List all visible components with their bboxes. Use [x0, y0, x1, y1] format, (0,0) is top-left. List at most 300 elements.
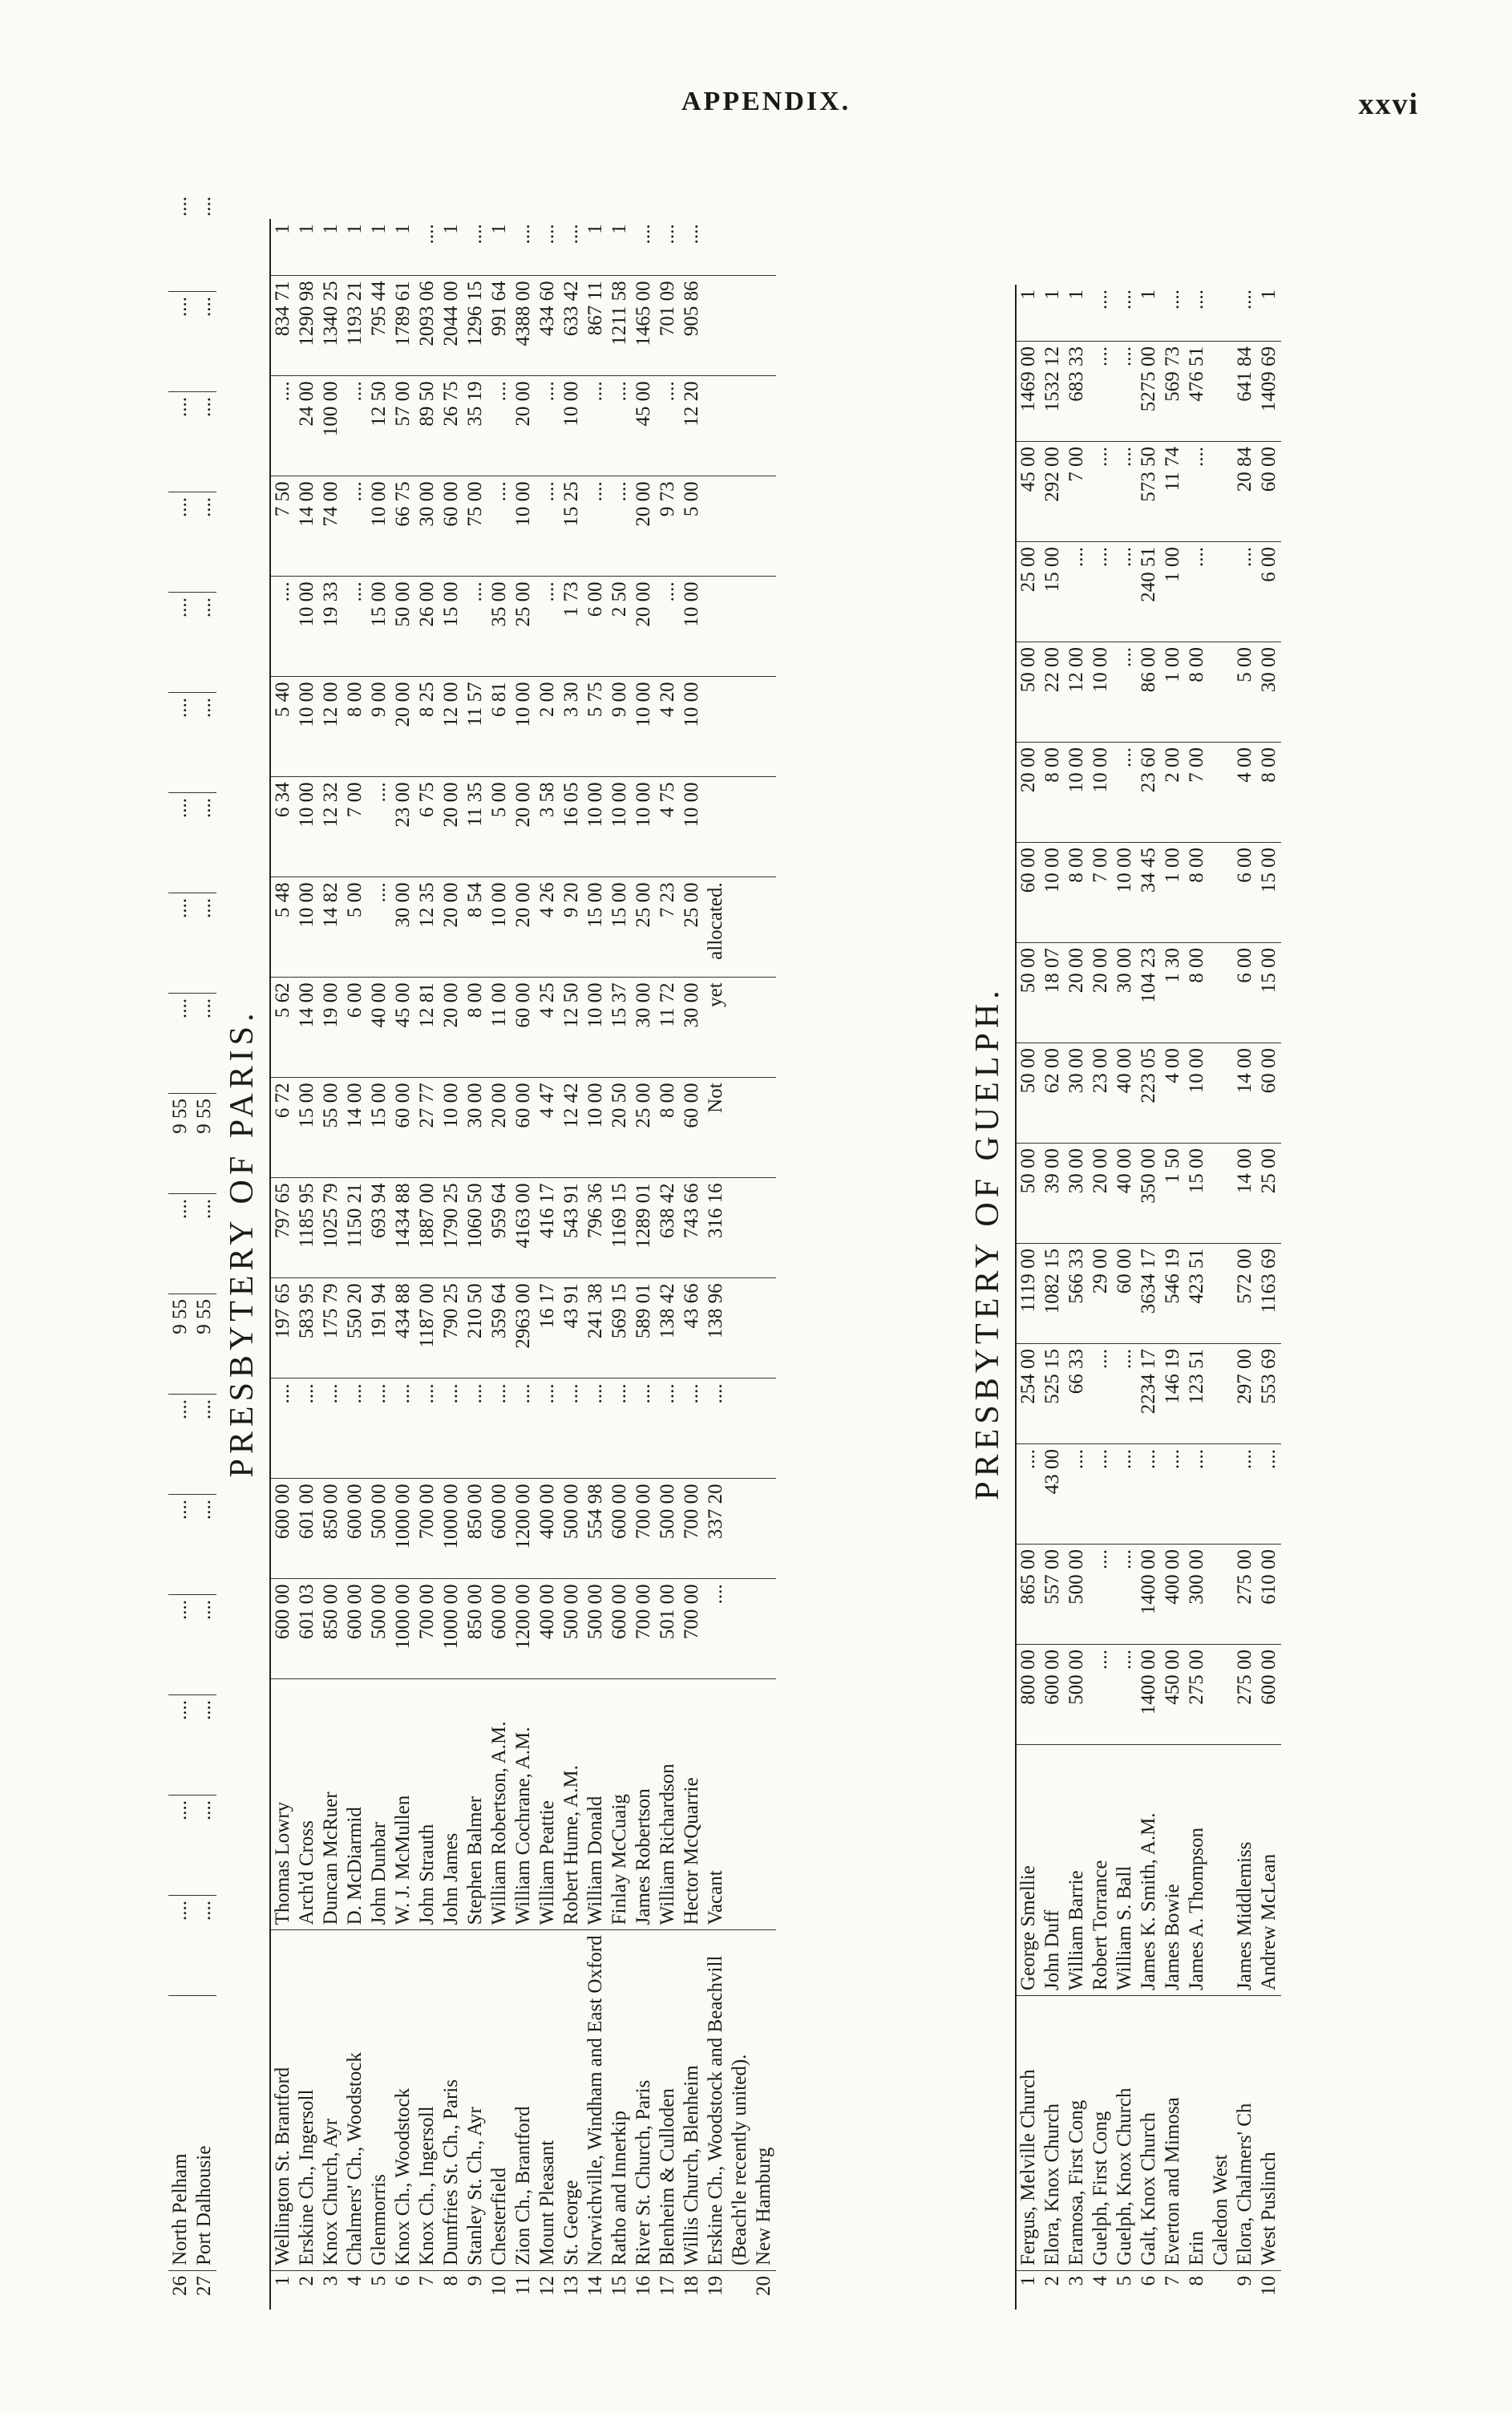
value-cell: 1082 15 [1041, 1244, 1065, 1344]
value-cell: 790 25 [439, 1278, 463, 1379]
value-cell: .... [584, 376, 608, 476]
value-cell: 300 00 [1185, 1545, 1209, 1645]
table-row [295, 219, 319, 2310]
value-cell: 600 00 [270, 1579, 295, 1679]
value-cell: 275 00 [1185, 1645, 1209, 1745]
value-cell: 34 45 [1137, 843, 1161, 943]
value-cell: .... [295, 1379, 319, 1479]
row-number: 2 [295, 2271, 319, 2310]
value-cell: 10 00 [584, 777, 608, 877]
value-cell: 1150 21 [343, 1178, 367, 1278]
congregation-name: Zion Ch., Brantford [511, 1930, 536, 2271]
value-cell: .... [367, 1379, 391, 1479]
value-cell: 25 00 [1257, 1144, 1281, 1244]
value-cell: .... [704, 1379, 728, 1479]
value-cell [1209, 843, 1233, 943]
minister-name: William Richardson [656, 1679, 680, 1930]
value-cell: .... [1113, 1645, 1137, 1745]
value-cell: .... [487, 1379, 511, 1479]
value-cell: 1789 61 [391, 276, 415, 376]
value-cell: 60 00 [1113, 1244, 1137, 1344]
value-cell: 29 00 [1089, 1244, 1113, 1344]
value-cell: 40 00 [1113, 1144, 1137, 1244]
value-cell [728, 1479, 752, 1579]
value-cell: 30 00 [415, 476, 439, 577]
row-number: 3 [319, 2271, 343, 2310]
value-cell: .... [192, 1495, 216, 1595]
value-cell: .... [657, 224, 678, 245]
value-cell [728, 1379, 752, 1479]
value-cell: .... [1113, 1344, 1137, 1444]
value-cell: .... [632, 1379, 656, 1479]
value-cell [1209, 642, 1233, 743]
value-cell: 6 00 [343, 978, 367, 1078]
value-cell: 1060 50 [463, 1178, 487, 1278]
value-cell: .... [584, 1379, 608, 1479]
value-cell: 138 42 [656, 1278, 680, 1379]
value-cell: 8 00 [1185, 943, 1209, 1043]
value-cell: .... [1016, 1444, 1041, 1545]
row-number: 11 [511, 2271, 536, 2310]
value-cell: 11 35 [463, 777, 487, 877]
value-cell: 569 73 [1161, 342, 1185, 442]
value-cell: 45 00 [632, 376, 656, 476]
value-cell: 991 64 [487, 276, 511, 376]
row-number: 6 [1137, 2271, 1161, 2310]
value-cell: .... [1114, 289, 1135, 310]
congregation-name: River St. Church, Paris [632, 1930, 656, 2271]
value-cell: 1169 15 [608, 1178, 632, 1278]
value-cell: 601 03 [295, 1579, 319, 1679]
value-cell: 275 00 [1233, 1545, 1257, 1645]
value-cell: 30 00 [632, 978, 656, 1078]
value-cell: .... [560, 1379, 584, 1479]
minister-name: W. J. McMullen [391, 1679, 415, 1930]
value-cell: 1289 01 [632, 1178, 656, 1278]
value-cell: .... [584, 476, 608, 577]
value-cell: 400 00 [536, 1479, 560, 1579]
value-cell: 500 00 [1065, 1545, 1089, 1645]
value-cell: 337 20 [704, 1479, 728, 1579]
table-row [536, 219, 560, 2310]
congregation-name: Knox Church, Ayr [319, 1930, 343, 2271]
value-cell [704, 577, 728, 677]
paris-table [269, 219, 776, 2310]
value-cell: 62 00 [1041, 1043, 1065, 1144]
value-cell: allocated. [704, 877, 728, 978]
value-cell: 15 00 [367, 577, 391, 677]
value-cell: 7 00 [343, 777, 367, 877]
value-cell: 5 75 [584, 677, 608, 777]
value-cell: 1 [392, 224, 414, 234]
value-cell: 1340 25 [319, 276, 343, 376]
value-cell: 797 65 [270, 1178, 295, 1278]
value-cell: 191 94 [367, 1278, 391, 1379]
value-cell: .... [1089, 442, 1113, 542]
value-cell: 600 00 [1041, 1645, 1065, 1745]
value-cell: .... [1089, 542, 1113, 642]
value-cell: .... [536, 1379, 560, 1479]
value-cell: 12 50 [367, 376, 391, 476]
value-cell: 100 00 [319, 376, 343, 476]
minister-name: Arch'd Cross [295, 1679, 319, 1930]
value-cell: 40 00 [1113, 1043, 1137, 1144]
value-cell [752, 376, 776, 476]
value-cell: 16 05 [560, 777, 584, 877]
congregation-name: Stanley St. Ch., Ayr [463, 1930, 487, 2271]
value-cell: 1290 98 [295, 276, 319, 376]
table-row [584, 219, 608, 2310]
value-cell: 50 00 [1016, 1043, 1041, 1144]
value-cell: 10 00 [632, 777, 656, 877]
value-cell: 1119 00 [1016, 1244, 1041, 1344]
value-cell: 60 00 [511, 978, 536, 1078]
value-cell: 104 23 [1137, 943, 1161, 1043]
value-cell: 8 25 [415, 677, 439, 777]
value-cell: 30 00 [463, 1078, 487, 1178]
value-cell: 26 75 [439, 376, 463, 476]
value-cell: 1000 00 [439, 1479, 463, 1579]
value-cell: .... [1089, 1444, 1113, 1545]
value-cell: 4 00 [1233, 743, 1257, 843]
value-cell: 400 00 [1161, 1545, 1185, 1645]
value-cell: 175 79 [319, 1278, 343, 1379]
value-cell: 1 00 [1161, 642, 1185, 743]
table-row [1233, 285, 1257, 2310]
value-cell: 1 [320, 224, 342, 234]
value-cell: .... [463, 1379, 487, 1479]
value-cell: 905 86 [680, 276, 704, 376]
value-cell: .... [1089, 1545, 1113, 1645]
value-cell: 19 00 [319, 978, 343, 1078]
value-cell: .... [1113, 442, 1137, 542]
value-cell [1209, 1645, 1233, 1745]
minister-name: John James [439, 1679, 463, 1930]
value-cell: 9 55 [192, 1294, 216, 1395]
value-cell [1209, 342, 1233, 442]
minister-name: William Cochrane, A.M. [511, 1679, 536, 1930]
value-cell: 25 00 [680, 877, 704, 978]
value-cell: 500 00 [560, 1479, 584, 1579]
table-row [1185, 285, 1209, 2310]
value-cell: 1532 12 [1041, 342, 1065, 442]
value-cell: 1296 15 [463, 276, 487, 376]
value-cell [1209, 1344, 1233, 1444]
value-cell: 15 00 [439, 577, 463, 677]
congregation-name: Norwichville, Windham and East Oxford [584, 1930, 608, 2271]
row-number [1209, 2271, 1233, 2310]
value-cell: 600 00 [487, 1579, 511, 1679]
value-cell [752, 777, 776, 877]
table-row [367, 219, 391, 2310]
value-cell: 20 00 [391, 677, 415, 777]
minister-name: Robert Hume, A.M. [560, 1679, 584, 1930]
value-cell: 850 00 [463, 1479, 487, 1579]
value-cell: 74 00 [319, 476, 343, 577]
row-number: 13 [560, 2271, 584, 2310]
value-cell: 550 20 [343, 1278, 367, 1379]
congregation-name: Elora, Chalmers' Ch [1233, 1996, 1257, 2271]
value-cell: .... [1089, 1645, 1113, 1745]
value-cell: 14 00 [295, 476, 319, 577]
minister-name: William Barrie [1065, 1745, 1089, 1996]
value-cell: 9 55 [168, 1294, 192, 1395]
value-cell: 25 00 [632, 877, 656, 978]
value-cell: 683 33 [1065, 342, 1089, 442]
value-cell: .... [168, 893, 192, 994]
value-cell: .... [536, 577, 560, 677]
value-cell: 275 00 [1233, 1645, 1257, 1745]
minister-name: William Peattie [536, 1679, 560, 1930]
value-cell: 9 55 [168, 1094, 192, 1194]
value-cell: .... [192, 492, 216, 593]
value-cell: 20 00 [439, 978, 463, 1078]
value-cell: 553 69 [1257, 1344, 1281, 1444]
congregation-name: Erskine Ch., Woodstock and Beachvill [704, 1930, 728, 2271]
value-cell [1209, 1244, 1233, 1344]
value-cell: 57 00 [391, 376, 415, 476]
value-cell: 10 00 [1041, 843, 1065, 943]
value-cell: 30 00 [680, 978, 704, 1078]
value-cell: .... [168, 492, 192, 593]
table-row [608, 219, 632, 2310]
value-cell: .... [192, 1395, 216, 1495]
value-cell: 138 96 [704, 1278, 728, 1379]
minister-name: James Robertson [632, 1679, 656, 1930]
table-row [1209, 285, 1233, 2310]
value-cell: .... [1113, 1444, 1137, 1545]
minister-name: William Donald [584, 1679, 608, 1930]
value-cell: 10 00 [487, 877, 511, 978]
minister-name: Duncan McRuer [319, 1679, 343, 1930]
table-row [752, 219, 776, 2310]
table-row [1065, 285, 1089, 2310]
value-cell: 15 00 [367, 1078, 391, 1178]
value-cell: 2 50 [608, 577, 632, 677]
value-cell: 20 00 [439, 777, 463, 877]
value-cell: 7 00 [1185, 743, 1209, 843]
value-cell: 610 00 [1257, 1545, 1281, 1645]
table-row [511, 219, 536, 2310]
value-cell: 3634 17 [1137, 1244, 1161, 1344]
value-cell [752, 1278, 776, 1379]
paris-section-title: PRESBYTERY OF PARIS. [224, 1008, 261, 1478]
value-cell: 700 00 [415, 1579, 439, 1679]
minister-name: John Duff [1041, 1745, 1065, 1996]
value-cell: 1 [296, 224, 317, 234]
value-cell: 8 00 [656, 1078, 680, 1178]
value-cell [704, 219, 728, 276]
value-cell: 50 00 [391, 577, 415, 677]
value-cell: 30 00 [391, 877, 415, 978]
value-cell: 701 09 [656, 276, 680, 376]
value-cell [752, 1178, 776, 1278]
value-cell: 45 00 [391, 978, 415, 1078]
congregation-name: Galt, Knox Church [1137, 1996, 1161, 2271]
guelph-table [1015, 285, 1281, 2310]
row-number: 7 [1161, 2271, 1185, 2310]
value-cell: 10 00 [608, 777, 632, 877]
value-cell: 600 00 [343, 1579, 367, 1679]
value-cell: .... [270, 1379, 295, 1479]
value-cell: 10 00 [295, 577, 319, 677]
value-cell [728, 777, 752, 877]
minister-name: D. McDiarmid [343, 1679, 367, 1930]
value-cell: 55 00 [319, 1078, 343, 1178]
value-cell: .... [1090, 289, 1111, 310]
minister-name [728, 1679, 752, 1930]
value-cell: 6 00 [1257, 542, 1281, 642]
row-number: 10 [487, 2271, 511, 2310]
table-row [1113, 285, 1137, 2310]
table-row [270, 219, 295, 2310]
value-cell: 1469 00 [1016, 342, 1041, 442]
value-cell: 30 00 [1113, 943, 1137, 1043]
value-cell: .... [168, 1495, 192, 1595]
value-cell: 66 33 [1065, 1344, 1089, 1444]
value-cell: .... [192, 392, 216, 492]
value-cell: 4 20 [656, 677, 680, 777]
value-cell: 554 98 [584, 1479, 608, 1579]
value-cell: 60 00 [391, 1078, 415, 1178]
value-cell: 1 [344, 224, 366, 234]
value-cell [704, 677, 728, 777]
value-cell [752, 276, 776, 376]
value-cell: 500 00 [367, 1479, 391, 1579]
value-cell: 2 00 [536, 677, 560, 777]
value-cell: 4388 00 [511, 276, 536, 376]
value-cell: 15 00 [1257, 843, 1281, 943]
value-cell: 641 84 [1233, 342, 1257, 442]
paris-block [168, 176, 776, 2310]
value-cell: 146 19 [1161, 1344, 1185, 1444]
value-cell: 11 57 [463, 677, 487, 777]
value-cell: 573 50 [1137, 442, 1161, 542]
value-cell: .... [343, 376, 367, 476]
row-number: 10 [1257, 2271, 1281, 2310]
value-cell: 638 42 [656, 1178, 680, 1278]
value-cell: 1185 95 [295, 1178, 319, 1278]
value-cell: 8 00 [1185, 642, 1209, 743]
value-cell: .... [512, 224, 534, 245]
value-cell: 223 05 [1137, 1043, 1161, 1144]
minister-name: Hector McQuarrie [680, 1679, 704, 1930]
minister-name: William S. Ball [1113, 1745, 1137, 1996]
value-cell: .... [168, 693, 192, 793]
minister-name: Finlay McCuaig [608, 1679, 632, 1930]
value-cell: .... [391, 1379, 415, 1479]
value-cell: 27 77 [415, 1078, 439, 1178]
congregation-name: Knox Ch., Woodstock [391, 1930, 415, 2271]
minister-name: Andrew McLean [1257, 1745, 1281, 1996]
value-cell: 8 00 [1185, 843, 1209, 943]
value-cell: 8 54 [463, 877, 487, 978]
congregation-name: Chesterfield [487, 1930, 511, 2271]
value-cell: .... [1233, 1444, 1257, 1545]
value-cell [704, 376, 728, 476]
value-cell: .... [168, 1395, 192, 1495]
value-cell: 1 [272, 224, 293, 234]
minister-name [752, 1679, 776, 1930]
value-cell: .... [1113, 642, 1137, 743]
value-cell [752, 1479, 776, 1579]
table-row [632, 219, 656, 2310]
value-cell [1209, 1545, 1233, 1645]
value-cell: 15 25 [560, 476, 584, 577]
value-cell: .... [1161, 1444, 1185, 1545]
value-cell: 700 00 [415, 1479, 439, 1579]
row-number: 15 [608, 2271, 632, 2310]
value-cell: 7 50 [270, 476, 295, 577]
minister-name: Thomas Lowry [270, 1679, 295, 1930]
value-cell: .... [192, 593, 216, 693]
value-cell: 86 00 [1137, 642, 1161, 743]
value-cell: .... [168, 1595, 192, 1695]
value-cell: .... [704, 1579, 728, 1679]
value-cell: 1 [1138, 289, 1159, 300]
value-cell: 1400 00 [1137, 1645, 1161, 1745]
congregation-name: North Pelham [168, 1996, 192, 2271]
table-row [319, 219, 343, 2310]
value-cell [1209, 1043, 1233, 1144]
value-cell: 6 00 [584, 577, 608, 677]
row-number: 5 [367, 2271, 391, 2310]
value-cell: 4 26 [536, 877, 560, 978]
value-cell: 66 75 [391, 476, 415, 577]
value-cell: 197 65 [270, 1278, 295, 1379]
value-cell: 1000 00 [391, 1479, 415, 1579]
value-cell: 15 00 [608, 877, 632, 978]
value-cell [1209, 1444, 1233, 1545]
congregation-name: Everton and Mimosa [1161, 1996, 1185, 2271]
value-cell: 450 00 [1161, 1645, 1185, 1745]
value-cell: 6 34 [270, 777, 295, 877]
row-number: 14 [584, 2271, 608, 2310]
row-number: 8 [439, 2271, 463, 2310]
value-cell: 10 00 [367, 476, 391, 577]
value-cell: 15 00 [1257, 943, 1281, 1043]
value-cell: 1025 79 [319, 1178, 343, 1278]
value-cell: .... [319, 1379, 343, 1479]
value-cell: 500 00 [560, 1579, 584, 1679]
table-row [1137, 285, 1161, 2310]
value-cell: 7 00 [1065, 442, 1089, 542]
value-cell: 20 00 [487, 1078, 511, 1178]
value-cell: 543 91 [560, 1178, 584, 1278]
value-cell: 800 00 [1016, 1645, 1041, 1745]
value-cell: .... [1257, 1444, 1281, 1545]
value-cell: 4 47 [536, 1078, 560, 1178]
value-cell: 25 00 [511, 577, 536, 677]
congregation-name: West Puslinch [1257, 1996, 1281, 2271]
value-cell: 20 00 [1016, 743, 1041, 843]
value-cell: 60 00 [1257, 442, 1281, 542]
value-cell [752, 1379, 776, 1479]
value-cell: .... [633, 224, 654, 245]
value-cell: 1 50 [1161, 1144, 1185, 1244]
value-cell: 589 01 [632, 1278, 656, 1379]
value-cell: 316 16 [704, 1178, 728, 1278]
minister-name: John Dunbar [367, 1679, 391, 1930]
row-number: 3 [1065, 2271, 1089, 2310]
value-cell: 14 00 [1233, 1043, 1257, 1144]
value-cell: .... [536, 224, 558, 245]
value-cell: 210 50 [463, 1278, 487, 1379]
value-cell: 240 51 [1137, 542, 1161, 642]
value-cell: 12 00 [439, 677, 463, 777]
row-number: 5 [1113, 2271, 1137, 2310]
value-cell [728, 276, 752, 376]
